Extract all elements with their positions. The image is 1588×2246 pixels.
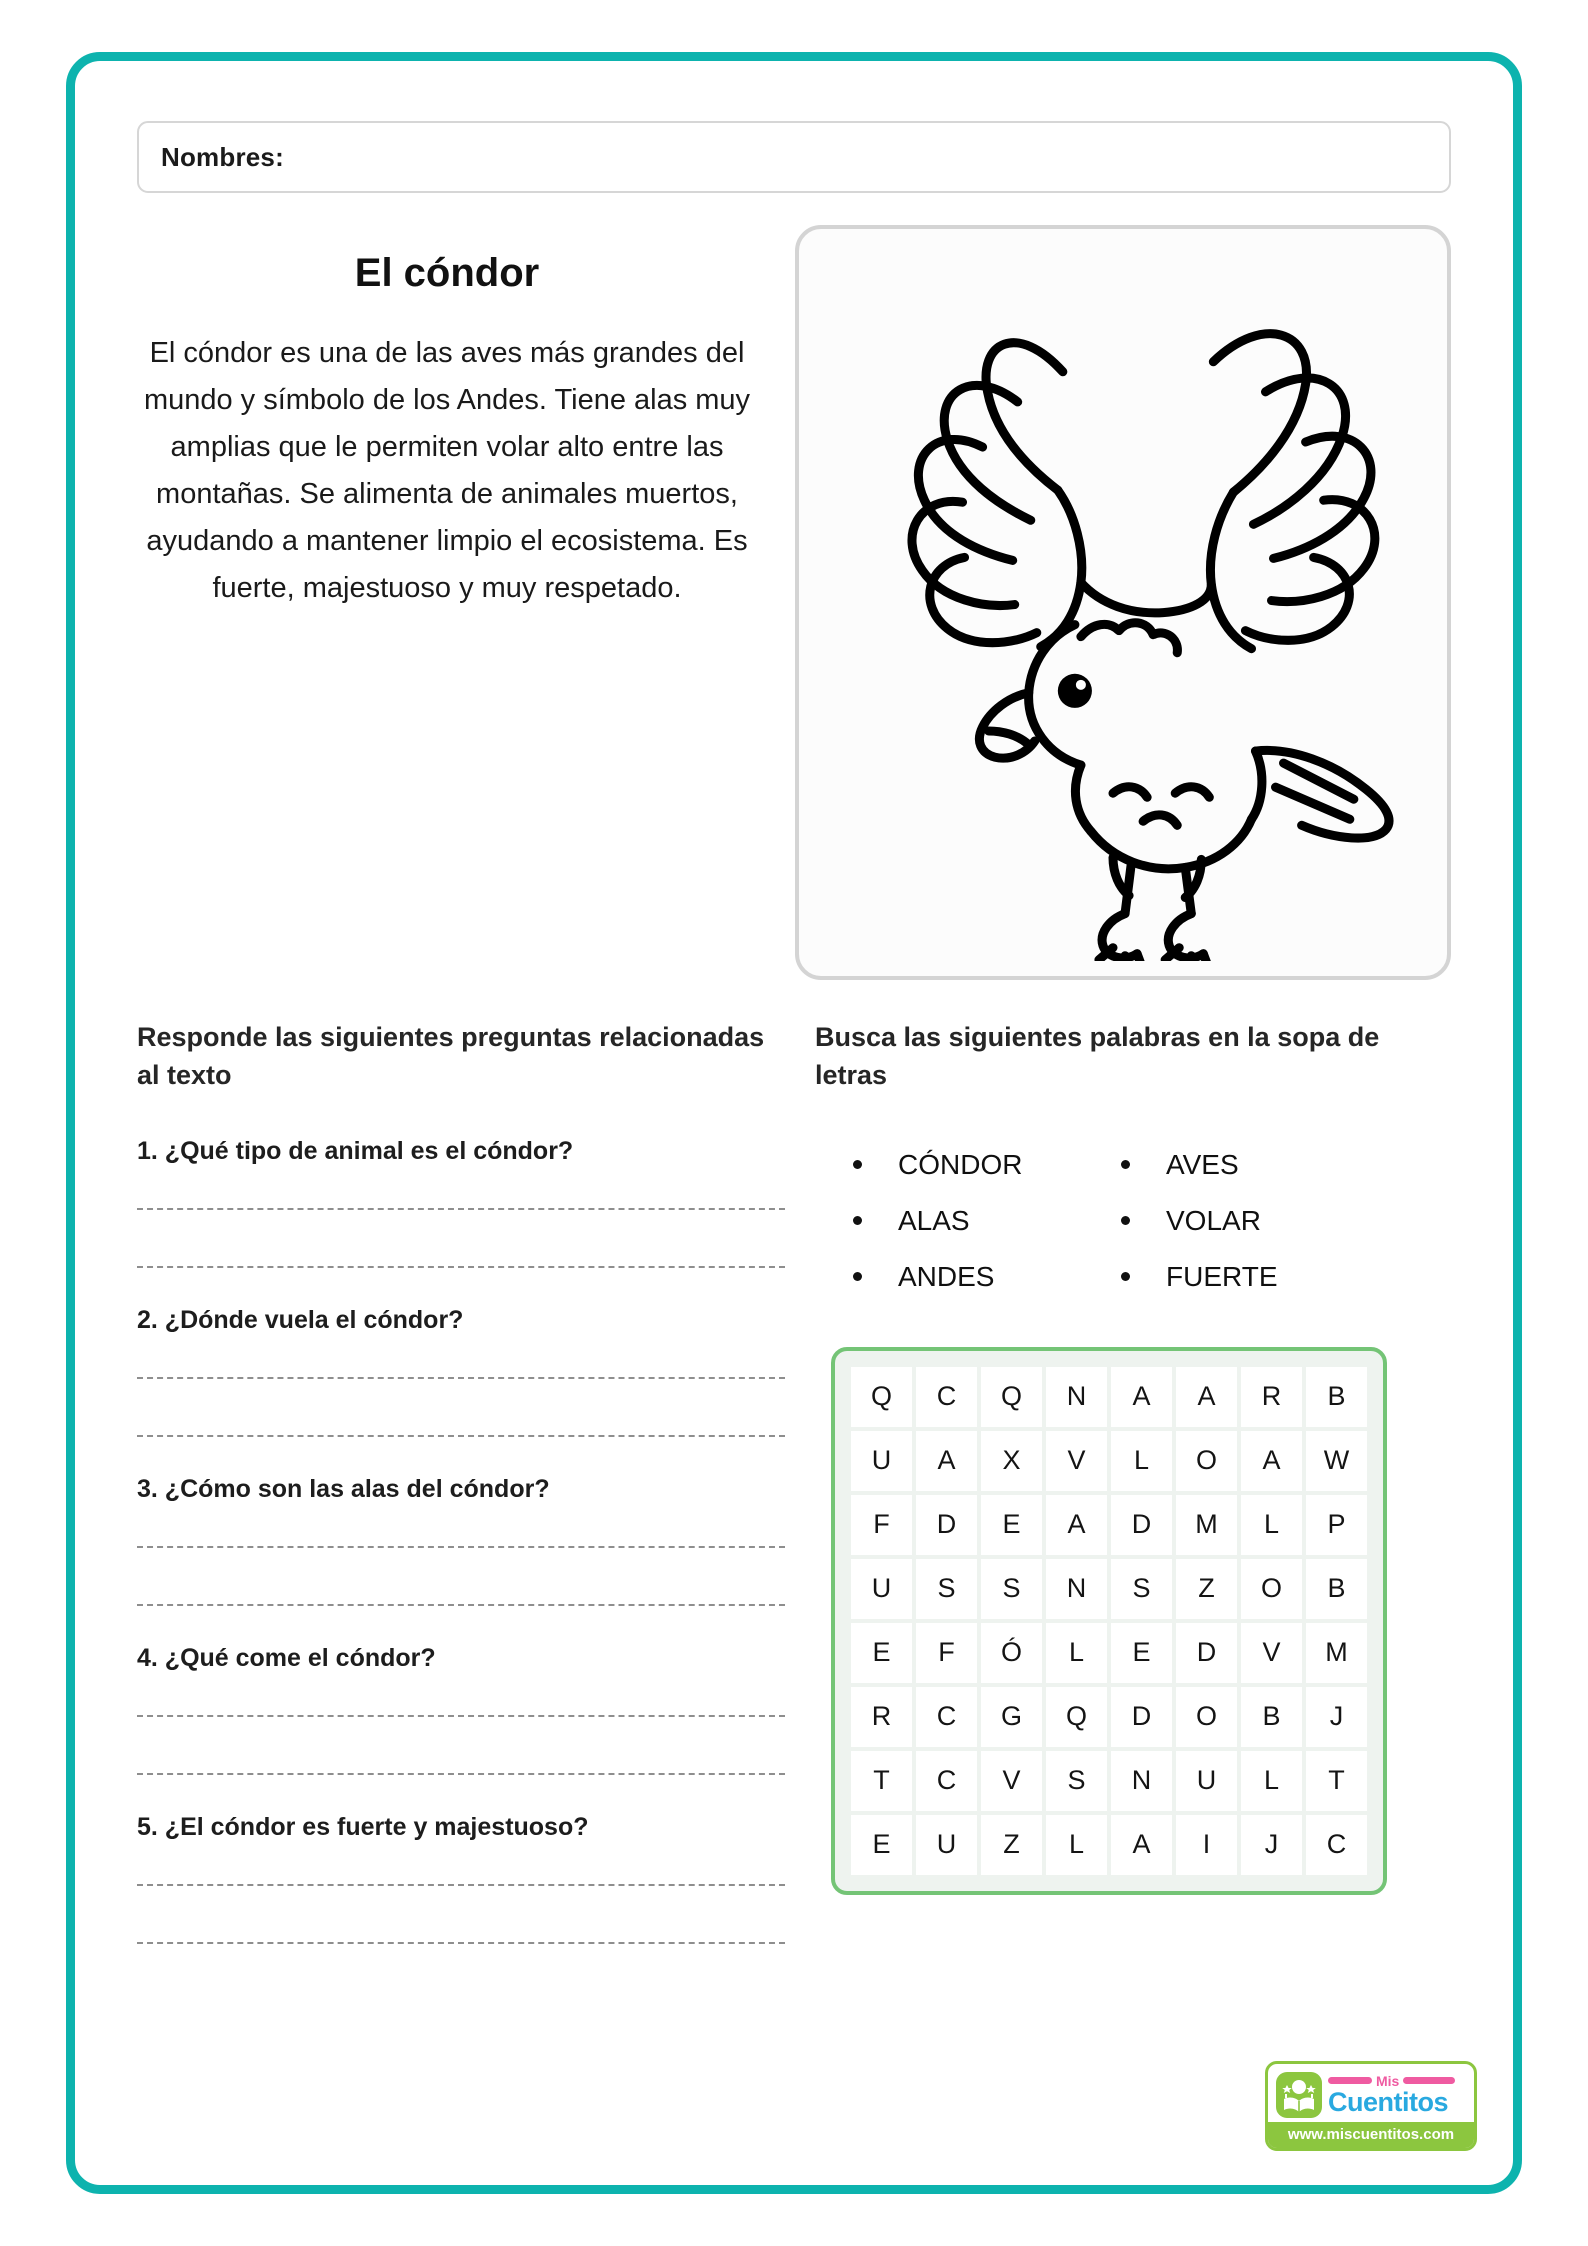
bullet-icon	[1121, 1216, 1130, 1225]
answer-line-1a[interactable]	[137, 1208, 785, 1210]
bullet-icon	[853, 1160, 862, 1169]
grid-cell-r5-c6[interactable]: D	[1176, 1623, 1237, 1683]
grid-cell-r2-c2[interactable]: A	[916, 1431, 977, 1491]
questions-section	[137, 1018, 785, 1982]
grid-cell-r3-c1[interactable]: F	[851, 1495, 912, 1555]
grid-cell-r8-c7[interactable]: J	[1241, 1815, 1302, 1875]
word-label: FUERTE	[1166, 1260, 1278, 1292]
question-2: 2. ¿Dónde vuela el cóndor?	[137, 1305, 464, 1334]
grid-cell-r6-c3[interactable]: G	[981, 1687, 1042, 1747]
grid-cell-r2-c1[interactable]: U	[851, 1431, 912, 1491]
grid-cell-r2-c6[interactable]: O	[1176, 1431, 1237, 1491]
list-item	[1121, 1193, 1389, 1249]
grid-cell-r4-c3[interactable]: S	[981, 1559, 1042, 1619]
logo-url-text[interactable]: www.miscuentitos.com	[1268, 2122, 1474, 2148]
grid-cell-r4-c8[interactable]: B	[1306, 1559, 1367, 1619]
grid-cell-r3-c4[interactable]: A	[1046, 1495, 1107, 1555]
grid-cell-r2-c3[interactable]: X	[981, 1431, 1042, 1491]
wordsearch-section	[815, 1018, 1451, 1982]
grid-cell-r7-c3[interactable]: V	[981, 1751, 1042, 1811]
grid-cell-r5-c2[interactable]: F	[916, 1623, 977, 1683]
grid-cell-r4-c1[interactable]: U	[851, 1559, 912, 1619]
question-5: 5. ¿El cóndor es fuerte y majestuoso?	[137, 1812, 589, 1841]
grid-cell-r1-c6[interactable]: A	[1176, 1367, 1237, 1427]
grid-cell-r6-c8[interactable]: J	[1306, 1687, 1367, 1747]
grid-cell-r1-c2[interactable]: C	[916, 1367, 977, 1427]
word-label: AVES	[1166, 1148, 1239, 1180]
page-frame	[66, 52, 1522, 2194]
list-item	[1121, 1249, 1389, 1305]
grid-cell-r1-c8[interactable]: B	[1306, 1367, 1367, 1427]
word-list-column-right	[1121, 1137, 1389, 1305]
brand-logo[interactable]	[1265, 2061, 1477, 2151]
answer-line-3a[interactable]	[137, 1546, 785, 1548]
grid-cell-r6-c2[interactable]: C	[916, 1687, 977, 1747]
grid-cell-r5-c3[interactable]: Ó	[981, 1623, 1042, 1683]
grid-cell-r4-c7[interactable]: O	[1241, 1559, 1302, 1619]
answer-line-4b[interactable]	[137, 1773, 785, 1775]
grid-cell-r3-c3[interactable]: E	[981, 1495, 1042, 1555]
grid-cell-r2-c8[interactable]: W	[1306, 1431, 1367, 1491]
grid-cell-r7-c8[interactable]: T	[1306, 1751, 1367, 1811]
grid-cell-r3-c8[interactable]: P	[1306, 1495, 1367, 1555]
grid-cell-r6-c7[interactable]: B	[1241, 1687, 1302, 1747]
grid-cell-r3-c6[interactable]: M	[1176, 1495, 1237, 1555]
grid-cell-r8-c1[interactable]: E	[851, 1815, 912, 1875]
grid-cell-r3-c7[interactable]: L	[1241, 1495, 1302, 1555]
word-label: VOLAR	[1166, 1204, 1261, 1236]
grid-cell-r3-c5[interactable]: D	[1111, 1495, 1172, 1555]
grid-cell-r1-c5[interactable]: A	[1111, 1367, 1172, 1427]
word-list	[815, 1137, 1451, 1305]
word-label: CÓNDOR	[898, 1148, 1023, 1180]
grid-cell-r2-c7[interactable]: A	[1241, 1431, 1302, 1491]
answer-line-2a[interactable]	[137, 1377, 785, 1379]
question-1: 1. ¿Qué tipo de animal es el cóndor?	[137, 1136, 574, 1165]
list-item	[1121, 1137, 1389, 1193]
bullet-icon	[1121, 1272, 1130, 1281]
wordsearch-heading: Busca las siguientes palabras en la sopa de letras	[815, 1022, 1380, 1091]
list-item	[853, 1193, 1121, 1249]
grid-cell-r6-c6[interactable]: O	[1176, 1687, 1237, 1747]
grid-cell-r7-c5[interactable]: N	[1111, 1751, 1172, 1811]
answer-line-2b[interactable]	[137, 1435, 785, 1437]
answer-line-5b[interactable]	[137, 1942, 785, 1944]
grid-cell-r7-c2[interactable]: C	[916, 1751, 977, 1811]
pink-rule-right	[1403, 2077, 1455, 2084]
logo-name-text: Cuentitos	[1328, 2087, 1448, 2118]
names-input[interactable]	[137, 121, 1451, 193]
grid-cell-r5-c7[interactable]: V	[1241, 1623, 1302, 1683]
story-section	[137, 225, 1451, 980]
wordsearch-grid-container	[831, 1347, 1387, 1895]
question-4: 4. ¿Qué come el cóndor?	[137, 1643, 436, 1672]
bullet-icon	[1121, 1160, 1130, 1169]
list-item	[853, 1249, 1121, 1305]
story-paragraph: El cóndor es una de las aves más grandes del mundo y símbolo de los Andes. Tiene alas muy amplias que le permiten volar alto entre las montañas. Se alimenta de animales muertos, ayudando a mantener limpio el ecosistema. Es fuerte, majestuoso y muy respetado.	[143, 337, 751, 604]
grid-cell-r5-c8[interactable]: M	[1306, 1623, 1367, 1683]
answer-line-3b[interactable]	[137, 1604, 785, 1606]
grid-cell-r2-c4[interactable]: V	[1046, 1431, 1107, 1491]
grid-cell-r6-c5[interactable]: D	[1111, 1687, 1172, 1747]
questions-heading: Responde las siguientes preguntas relacionadas al texto	[137, 1022, 765, 1091]
answer-line-1b[interactable]	[137, 1266, 785, 1268]
logo-mis-text: Mis	[1376, 2072, 1400, 2089]
book-icon	[1276, 2072, 1322, 2118]
grid-cell-r7-c1[interactable]: T	[851, 1751, 912, 1811]
grid-cell-r2-c5[interactable]: L	[1111, 1431, 1172, 1491]
page-title: El cóndor	[354, 251, 540, 295]
grid-cell-r8-c5[interactable]: A	[1111, 1815, 1172, 1875]
pink-rule-left	[1328, 2077, 1372, 2084]
grid-cell-r7-c7[interactable]: L	[1241, 1751, 1302, 1811]
grid-cell-r8-c2[interactable]: U	[916, 1815, 977, 1875]
grid-cell-r4-c2[interactable]: S	[916, 1559, 977, 1619]
grid-cell-r5-c5[interactable]: E	[1111, 1623, 1172, 1683]
grid-cell-r4-c6[interactable]: Z	[1176, 1559, 1237, 1619]
grid-cell-r4-c4[interactable]: N	[1046, 1559, 1107, 1619]
grid-cell-r5-c4[interactable]: L	[1046, 1623, 1107, 1683]
grid-cell-r1-c4[interactable]: N	[1046, 1367, 1107, 1427]
grid-cell-r8-c3[interactable]: Z	[981, 1815, 1042, 1875]
condor-icon	[812, 244, 1434, 961]
grid-cell-r7-c6[interactable]: U	[1176, 1751, 1237, 1811]
answer-line-4a[interactable]	[137, 1715, 785, 1717]
word-label: ANDES	[898, 1260, 995, 1292]
wordsearch-grid[interactable]	[851, 1367, 1367, 1875]
names-label: Nombres:	[161, 141, 284, 172]
word-label: ALAS	[898, 1204, 970, 1236]
bullet-icon	[853, 1216, 862, 1225]
list-item	[853, 1137, 1121, 1193]
grid-cell-r1-c3[interactable]: Q	[981, 1367, 1042, 1427]
grid-cell-r7-c4[interactable]: S	[1046, 1751, 1107, 1811]
grid-cell-r5-c1[interactable]: E	[851, 1623, 912, 1683]
bullet-icon	[853, 1272, 862, 1281]
grid-cell-r6-c1[interactable]: R	[851, 1687, 912, 1747]
question-3: 3. ¿Cómo son las alas del cóndor?	[137, 1474, 550, 1503]
grid-cell-r1-c1[interactable]: Q	[851, 1367, 912, 1427]
grid-cell-r3-c2[interactable]: D	[916, 1495, 977, 1555]
answer-line-5a[interactable]	[137, 1884, 785, 1886]
grid-cell-r8-c4[interactable]: L	[1046, 1815, 1107, 1875]
grid-cell-r4-c5[interactable]: S	[1111, 1559, 1172, 1619]
grid-cell-r8-c8[interactable]: C	[1306, 1815, 1367, 1875]
condor-illustration-card	[795, 225, 1451, 980]
word-list-column-left	[853, 1137, 1121, 1305]
grid-cell-r8-c6[interactable]: I	[1176, 1815, 1237, 1875]
grid-cell-r6-c4[interactable]: Q	[1046, 1687, 1107, 1747]
grid-cell-r1-c7[interactable]: R	[1241, 1367, 1302, 1427]
